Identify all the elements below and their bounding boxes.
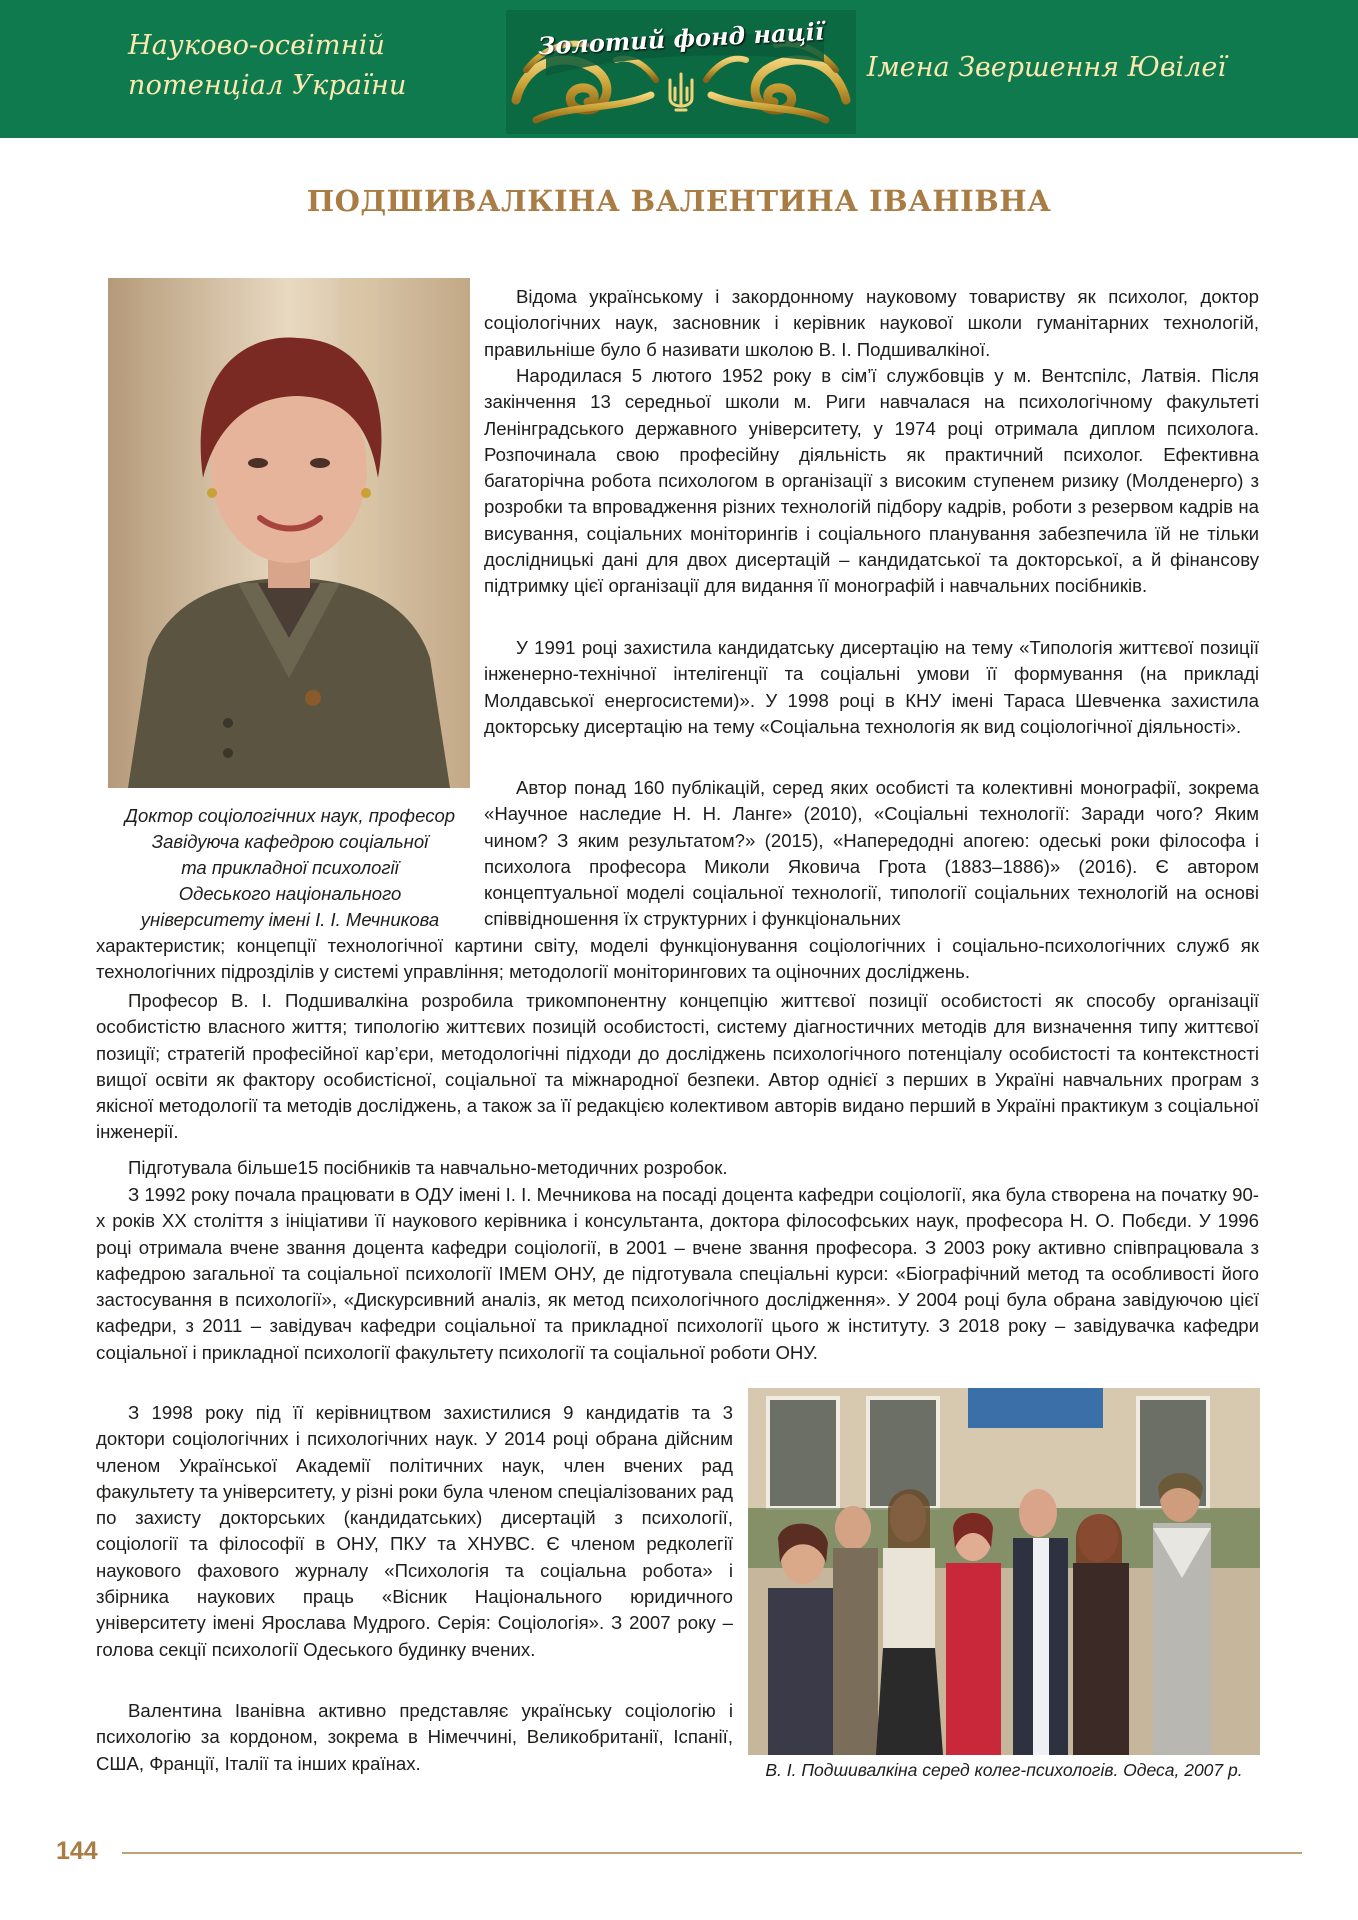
- caption-line: університету імені І. І. Мечникова: [140, 909, 440, 930]
- caption-line: Одеського національного: [178, 883, 402, 904]
- caption-line: та прикладної психології: [181, 857, 399, 878]
- paragraph-manuals: Підготувала більше15 посібників та навчально-методичних розробок.: [128, 1157, 728, 1178]
- group-photo: [748, 1388, 1260, 1755]
- paragraph-publications-continued: характеристик; концепції технологічної картини світу, моделі функціонування соціологічних і соціально-психологічних служб як технологічних підрозділів у системі управління; методології моніторингових та оціночних досліджень.: [96, 935, 1259, 983]
- paragraph-intro: Відома українському і закордонному науковому товариству як психолог, доктор соціологічних наук, засновник і керівник наукової школи гуманітарних технологій, правильніше було б називати школою В. І. Подшивалкіної.: [484, 286, 1259, 360]
- header-left-line1: Науково-освітній: [128, 30, 386, 61]
- paragraph-international: Валентина Іванівна активно представляє українську соціологію і психологію за кордоном, зокрема в Німеччині, Великобританії, Іспанії, США, Франції, Італії та інших країнах.: [96, 1700, 733, 1774]
- page-number: 144: [56, 1837, 98, 1865]
- paragraph-career: З 1992 року почала працювати в ОДУ імені І. І. Мечникова на посаді доцента кафедри соціології, яка була створена на початку 90-х років ХХ століття з ініціативи її наукового керівника і консультанта, доктора філософських наук, професора Н. О. Побєди. У 1996 році отримала вчене звання доцента кафедри соціології, в 2001 – вчене звання професора. З 2003 року активно співпрацювала з кафедрою загальної та соціальної психології ІМЕМ ОНУ, де підготувала спеціальні курси: «Біографічний метод та особливості його застосування в психології», «Дискурсивний аналіз, як метод психологічного дослідження». У 2004 році була обрана завідуючою цієї кафедри, з 2011 – завідувач кафедри соціальної та прикладної психології цього ж інституту. З 2018 року – завідувачка кафедри соціальної і прикладної психології факультету психології та соціальної роботи ОНУ.: [96, 1184, 1259, 1363]
- paragraph-publications: Автор понад 160 публікацій, серед яких особисті та колективні монографії, зокрема «Научное наследие Н. Н. Ланге» (2010), «Соціальні технології: Заради чого? Яким чином? З яким результатом?» (2015), «Напередодні апогею: одеські роки філософа і психолога професора Миколи Яковича Грота (1883–1886)» (2016). Є автором концептуальної моделі соціальної технології, типології соціальних технологій на основі співвідношення їх структурних і функціональних: [484, 777, 1259, 930]
- page-title: ПОДШИВАЛКІНА ВАЛЕНТИНА ІВАНІВНА: [306, 184, 1052, 218]
- caption-line: Завідуюча кафедрою соціальної: [151, 831, 429, 852]
- header-band: [0, 0, 1358, 138]
- header-center-title: Золотий фонд нації: [537, 16, 825, 61]
- header-emblem: [506, 10, 856, 134]
- paragraph-biography: Народилася 5 лютого 1952 року в сім’ї службовців у м. Вентспілс, Латвія. Після закінчення 13 середньої школи м. Риги навчалася на психологічному факультеті Ленінградського державного університету, у 1974 році отримала диплом психолога. Розпочинала свою професійну діяльність як практичний психолог. Ефективна багаторічна робота психологом в організації з високим ступенем ризику (Молденерго) з розробки та впровадження різних технологій підбору кадрів, роботи з резервом кадрів на висування, соціальних моніторингів і соціального планування забезпечила їй не тільки дослідницькі дані для двох дисертацій – кандидатської та докторської, а й фінансову підтримку цієї організації для видання її монографій і навчальних посібників.: [484, 365, 1259, 597]
- group-photo-caption: В. І. Подшивалкіна серед колег-психологів. Одеса, 2007 р.: [765, 1760, 1243, 1780]
- caption-line: Доктор соціологічних наук, професор: [124, 805, 456, 826]
- paragraph-dissertations: У 1991 році захистила кандидатську дисертацію на тему «Типологія життєвої позиції інженерно-технічної інтелігенції та соціальні умови її формування (на прикладі Молдавської енергосистеми)». У 1998 році в КНУ імені Тараса Шевченка захистила докторську дисертацію на тему «Соціальна технологія як вид соціологічної діяльності».: [484, 637, 1259, 737]
- paragraph-supervision: З 1998 року під її керівництвом захистилися 9 кандидатів та 3 доктори соціологічних і психологічних наук. У 2014 році обрана дійсним членом Української Академії політичних наук, член вчених рад факультету та університету, у різні роки була членом спеціалізованих рад по захисту докторських (кандидатських) дисертацій з психології, соціології та філософії в ОНУ, ПКУ та ХНУВС. Є членом редколегії наукового фахового журналу «Психологія та соціальна робота» і збірника наукових праць «Вісник Національного юридичного університету імені Ярослава Мудрого. Серія: Соціологія». З 2007 року – голова секції психології Одеського будинку вчених.: [96, 1402, 733, 1660]
- paragraph-concepts: Професор В. І. Подшивалкіна розробила трикомпонентну концепцію життєвої позиції особистості як способу організації особистістю власного життя; типологію життєвих позицій особистості, систему діагностичних методів для визначення типу життєвої позиції; стратегій професійної кар’єри, методологічні підходи до досліджень психологічного потенціалу особистості та контекстності вищої освіти як фактору особистісної, соціальної та міжнародної безпеки. Автор однієї з перших в Україні навчальних програм з якісної методології та методів досліджень, а також за її редакцією колективом авторів видано перший в Україні практикум з соціальної інженерії.: [96, 990, 1259, 1143]
- header-right-text: Імена Звершення Ювілеї: [866, 52, 1226, 83]
- header-left-line2: потенціал України: [128, 70, 407, 101]
- portrait-caption: [100, 803, 480, 933]
- footer-divider: [122, 1852, 1302, 1854]
- trident-icon: [666, 72, 696, 114]
- portrait-photo: [108, 278, 470, 788]
- header-left-text: [128, 26, 407, 106]
